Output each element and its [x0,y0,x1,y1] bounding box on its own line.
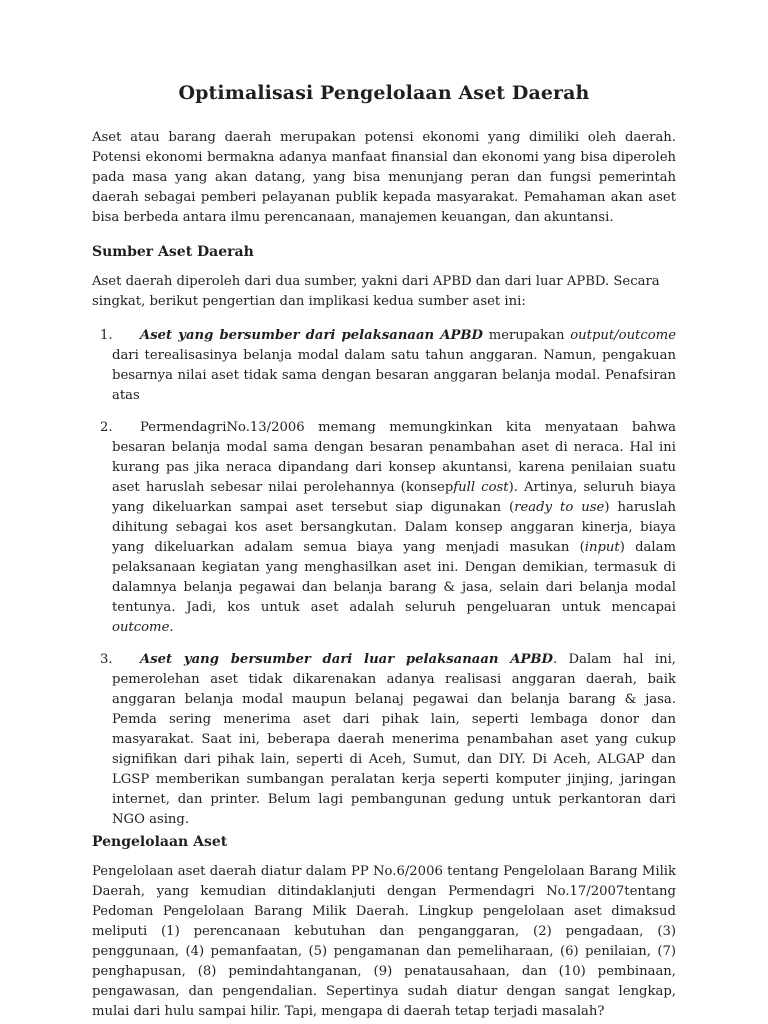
list-item-text-segment: ) dalam pelaksanaan kegiatan yang menghasilkan aset ini. Dengan demikian, termasuk di dalamnya belanja pegawai dan belanja barang & jasa, selain dari belanja modal tentunya. Jadi, kos untuk aset adalah seluruh pengeluaran untuk mencapai [112,540,676,615]
intro-paragraph: Aset atau barang daerah merupakan potensi ekonomi yang dimiliki oleh daerah. Potensi ekonomi bermakna adanya manfaat finansial dan ekonomi yang bisa diperoleh pada masa yang akan datang, yang bisa menunjang peran dan fungsi pemerintah daerah sebagai pemberi pelayanan publik kepada masyarakat. Pemahaman akan aset bisa berbeda antara ilmu perencanaan, manajemen keuangan, dan akuntansi. [92,130,676,225]
list-item-text [112,326,676,406]
list-item-italic-segment: output/outcome [570,328,676,343]
list-item-text [112,418,676,638]
list-item-text-segment: . [169,620,174,635]
list-item-lead: Aset yang bersumber dari luar pelaksanaan APBD [140,652,553,667]
numbered-list [92,326,676,830]
list-item [92,650,676,830]
section-heading-pengelolaan-aset: Pengelolaan Aset [92,834,228,850]
list-item-number: 3. [100,652,113,667]
list-item-text-segment: . Dalam hal ini, pemerolehan aset tidak dikarenakan adanya realisasi anggaran daerah, baik anggaran belanja modal maupun belanaj pegawai dan belanja barang & jasa. Pemda sering menerima aset dari pihak lain, seperti lembaga donor dan masyarakat. Saat ini, beberapa daerah menerima penambahan aset yang cukup signifikan dari pihak lain, seperti di Aceh, Sumut, dan DIY. Di Aceh, ALGAP dan LGSP memberikan sumbangan peralatan kerja seperti komputer jinjing, jaringan internet, dan printer. Belum lagi pembangunan gedung untuk perkantoran dari NGO asing. [112,652,676,827]
section2-paragraph: Pengelolaan aset daerah diatur dalam PP No.6/2006 tentang Pengelolaan Barang Milik Daerah, yang kemudian ditindaklanjuti dengan Permendagri No.17/2007tentang Pedoman Pengelolaan Barang Milik Daerah. Lingkup pengelolaan aset dimaksud meliputi (1) perencanaan kebutuhan dan penganggaran, (2) pengadaan, (3) penggunaan, (4) pemanfaatan, (5) pengamanan dan pemeliharaan, (6) penilaian, (7) penghapusan, (8) pemindahtanganan, (9) penatausahaan, dan (10) pembinaan, pengawasan, dan pengendalian. Sepertinya sudah diatur dengan sangat lengkap, mulai dari hulu sampai hilir. Tapi, mengapa di daerah tetap terjadi masalah? [92,864,676,1019]
list-item-text-segment: merupakan [482,328,571,343]
list-item-italic-segment: outcome [112,620,170,635]
list-item-number: 1. [100,328,113,343]
list-item-text-segment: ). Artinya, seluruh biaya yang dikeluarkan sampai aset tersebut siap digunakan ( [112,480,676,515]
section-heading-sumber-aset: Sumber Aset Daerah [92,244,254,260]
list-item-italic-segment: input [584,540,620,555]
list-item [92,326,676,406]
list-item-text-segment: ) haruslah dihitung sebagai kos aset bersangkutan. Dalam konsep anggaran kinerja, biaya yang dikeluarkan adalam semua biaya yang menjadi masukan ( [112,500,676,555]
list-item-text-segment: PermendagriNo.13/2006 memang memungkinkan kita menyataan bahwa besaran belanja modal sama dengan besaran penambahan aset di neraca. Hal ini kurang pas jika neraca dipandang dari konsep akuntansi, karena penilaian suatu aset haruslah sebesar nilai perolehannya (konsep [112,420,676,495]
list-item-text-segment: dari terealisasinya belanja modal dalam satu tahun anggaran. Namun, pengakuan besarnya nilai aset tidak sama dengan besaran anggaran belanja modal. Penafsiran atas [112,348,676,403]
list-item-number: 2. [100,420,113,435]
list-item-lead: Aset yang bersumber dari pelaksanaan APBD [140,328,483,343]
list-item-italic-segment: full cost [453,480,509,495]
list-item-text [112,650,676,830]
list-item [92,418,676,638]
list-item-italic-segment: ready to use [514,500,605,515]
section1-intro-paragraph: Aset daerah diperoleh dari dua sumber, yakni dari APBD dan dari luar APBD. Secara singkat, berikut pengertian dan implikasi kedua sumber aset ini: [92,274,660,309]
document-title: Optimalisasi Pengelolaan Aset Daerah [178,82,590,104]
